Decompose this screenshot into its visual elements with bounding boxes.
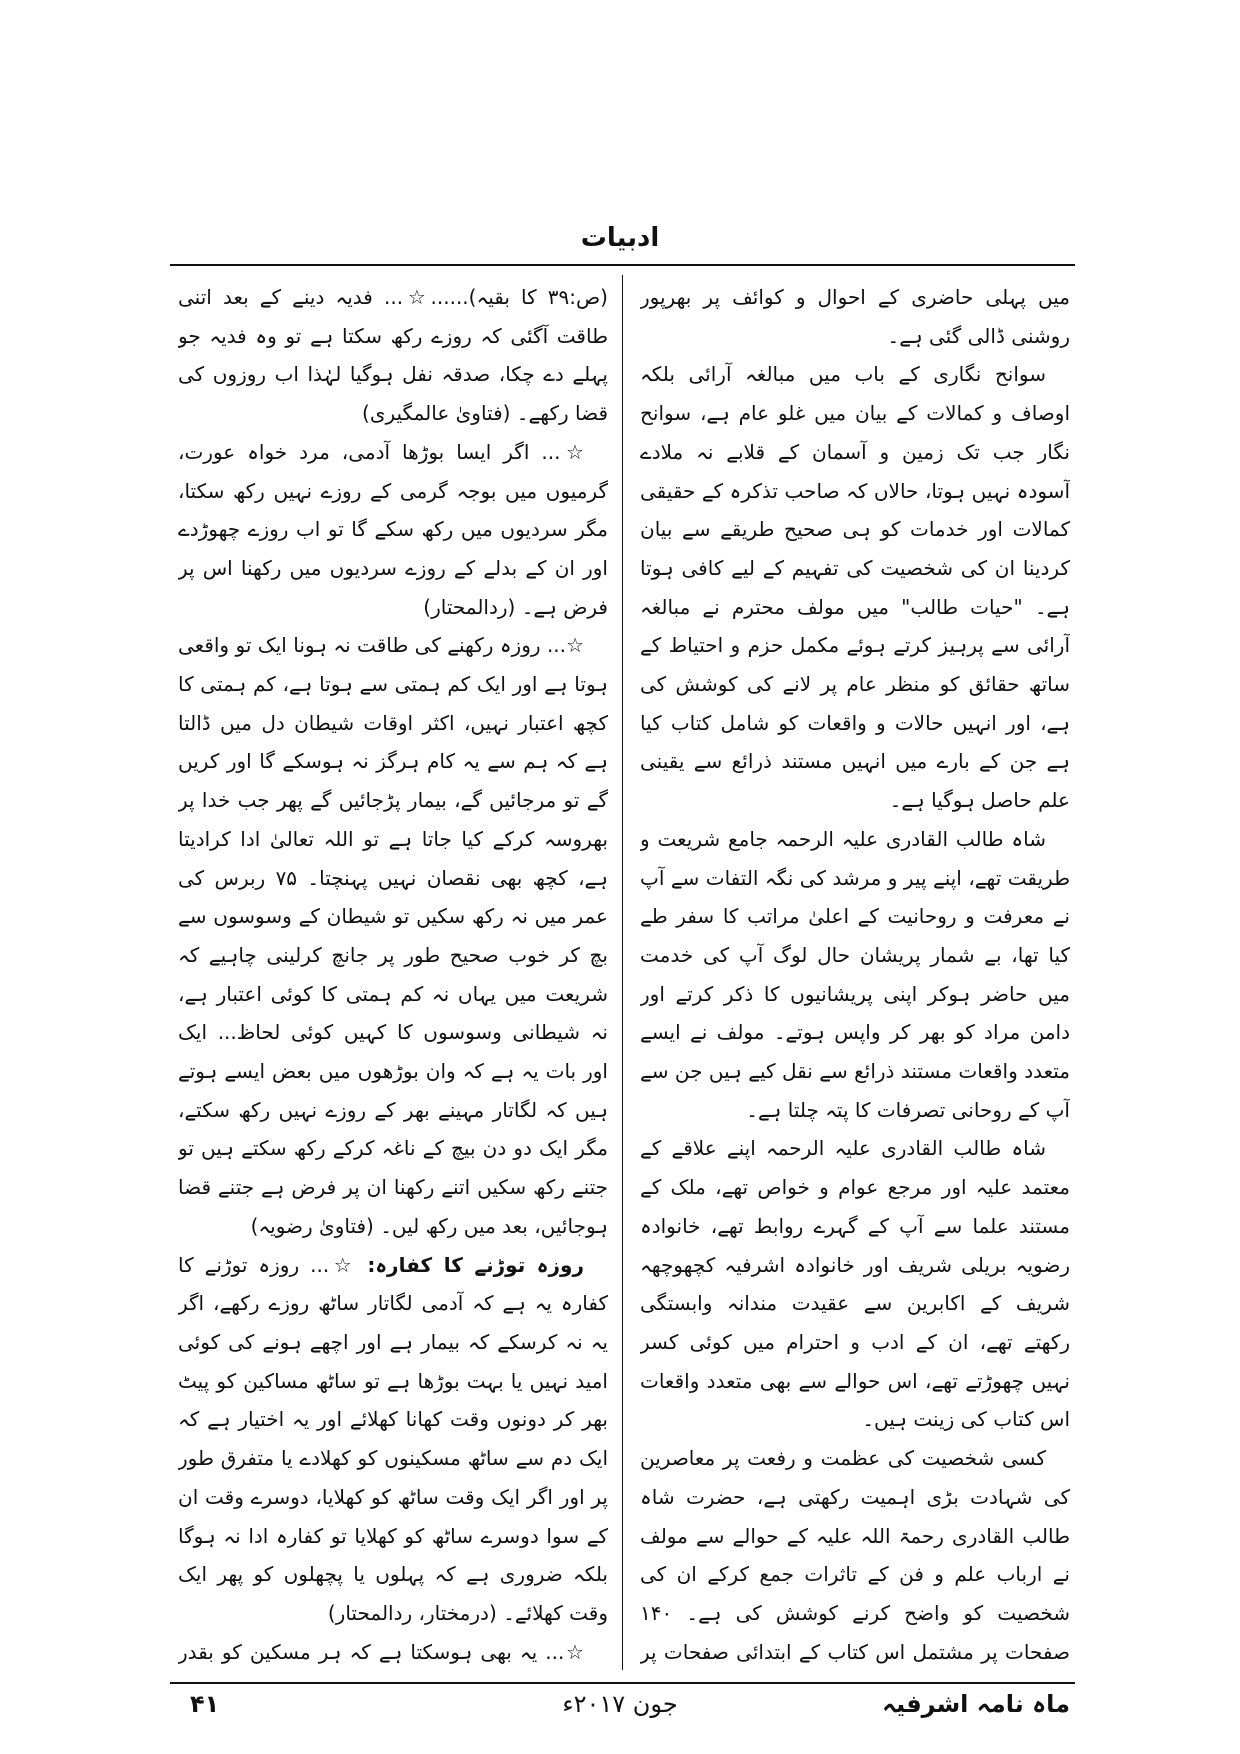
article-paragraph: ☆... روزہ رکھنے کی طاقت نہ ہونا ایک تو واقعی ہوتا ہے اور ایک کم ہمتی سے ہوتا ہے، کم ہمتی کا کچھ اعتبار نہیں، اکثر اوقات شیطان دل میں ڈالتا ہے کہ ہم سے یہ کام ہرگز نہ ہوسکے گا اور کریں گے تو مرجائیں گے، بیمار پڑجائیں گے پھر جب خدا پر بھروسہ کرکے کیا جاتا ہے تو اللہ تعالیٰ ادا کرادیتا ہے، کچھ بھی نقصان نہیں پہنچتا۔ ۷۵ ربرس کی عمر میں نہ رکھ سکیں تو شیطان کے وسوسوں سے بچ کر خوب صحیح طور پر جانچ کرلینی چاہیے کہ شریعت میں یہاں نہ کم ہمتی کا کوئی اعتبار ہے، نہ شیطانی وسوسوں کا کہیں کوئی لحاظ... ایک اور بات یہ ہے کہ وان بوڑھوں میں بعض ایسے ہوتے ہیں کہ لگاتار مہینے بھر کے روزے نہیں رکھ سکتے، مگر ایک دو دن بیچ کے ناغہ کرکے رکھ سکتے ہیں تو جتنے رکھ سکیں اتنے رکھنا ان پر فرض ہے جتنے قضا ہوجائیں، بعد میں رکھ لیں۔ (فتاویٰ رضویہ) <box>178 633 608 1238</box>
article-paragraph: کسی شخصیت کی عظمت و رفعت پر معاصرین کی شہادت بڑی اہمیت رکھتی ہے، حضرت شاہ طالب القادری رحمۃ اللہ علیہ کے حوالے سے مولف نے ارباب علم و فن کے تاثرات جمع کرکے ان کی شخصیت کو واضح کرنے کوشش کی ہے۔ ۱۴۰ صفحات پر مشتمل اس کتاب کے ابتدائی صفحات پر <box>640 1446 1070 1664</box>
article-paragraph: سوانح نگاری کے باب میں مبالغہ آرائی بلکہ اوصاف و کمالات کے بیان میں غلو عام ہے، سوانح نگار جب تک زمین و آسمان کے قلابے نہ ملادے آسودہ نہیں ہوتا، حالاں کہ صاحب تذکرہ کے حقیقی کمالات اور خدمات کو ہی صحیح طریقے سے بیان کردینا ان کی شخصیت کی تفہیم کے لیے کافی ہوتا ہے۔ "حیات طالب" میں مولف محترم نے مبالغہ آرائی سے پرہیز کرتے ہوئے مکمل حزم و احتیاط کے ساتھ حقائق کو منظر عام پر لانے کی کوشش کی ہے، اور انہیں حالات و واقعات کو شامل کتاب کیا ہے جن کے بارے میں انہیں مستند ذرائع سے یقینی علم حاصل ہوگیا ہے۔ <box>640 362 1070 813</box>
article-paragraph: (ص:۳۹ کا بقیہ)......☆... فدیہ دینے کے بعد اتنی طاقت آگئی کہ روزے رکھ سکتا ہے تو وہ فدیہ جو پہلے دے چکا، صدقہ نفل ہوگیا لہٰذا اب روزوں کی قضا رکھے۔ (فتاویٰ عالمگیری) <box>178 285 608 426</box>
article-paragraph-with-heading <box>178 1246 608 1633</box>
column-divider <box>622 275 623 1670</box>
article-paragraph: شاہ طالب القادری علیہ الرحمہ جامع شریعت و طریقت تھے، اپنے پیر و مرشد کی نگہ التفات سے آپ نے معرفت و روحانیت کے اعلیٰ مراتب کا سفر طے کیا تھا، بے شمار پریشان حال لوگ آپ کی خدمت میں حاضر ہوکر اپنی پریشانیوں کا ذکر کرتے اور دامن مراد کو بھر کر واپس ہوتے۔ مولف نے ایسے متعدد واقعات مستند ذرائع سے نقل کیے ہیں جن سے آپ کے روحانی تصرفات کا پتہ چلتا ہے۔ <box>640 826 1070 1122</box>
article-paragraph: میں پہلی حاضری کے احوال و کوائف پر بھرپور روشنی ڈالی گئی ہے۔ <box>640 285 1070 348</box>
article-paragraph: شاہ طالب القادری علیہ الرحمہ اپنے علاقے کے معتمد علیہ اور مرجع عوام و خواص تھے، ملک کے مستند علما سے آپ کے گہرے روابط تھے، خانوادہ رضویہ بریلی شریف اور خانوادہ اشرفیہ کچھوچھہ شریف کے اکابرین سے عقیدت مندانہ وابستگی رکھتے تھے، ان کے ادب و احترام میں کوئی کسر نہیں چھوڑتے تھے، اس حوالے سے بھی متعدد واقعات اس کتاب کی زینت ہیں۔ <box>640 1136 1070 1432</box>
inline-heading: روزہ توڑنے کا کفارہ: <box>367 1252 584 1277</box>
article-paragraph: ☆... یہ بھی ہوسکتا ہے کہ ہر مسکین کو بقدر <box>178 1639 584 1664</box>
page-section-title: ادبیات <box>580 223 660 253</box>
right-column <box>640 278 1070 1673</box>
paragraph-text: ☆... روزہ توڑنے کا کفارہ یہ ہے کہ آدمی لگاتار ساٹھ روزے رکھے، اگر یہ نہ کرسکے کہ بیمار ہے اور اچھے ہونے کی کوئی امید نہیں یا بہت بوڑھا ہے تو ساٹھ مساکین کو پیٹ بھر کر دونوں وقت کھانا کھلائے اور یہ اختیار ہے کہ ایک دم سے ساٹھ مسکینوں کو کھلادے یا متفرق طور پر اور اگر ایک وقت ساٹھ کو کھلایا، دوسرے وقت ان کے سوا دوسرے ساٹھ کو کھلایا تو کفارہ ادا نہ ہوگا بلکہ ضروری ہے کہ پہلوں یا پچھلوں کو پھر ایک وقت کھلائے۔ (درمختار، ردالمحتار) <box>178 1252 608 1625</box>
footer-rule <box>170 1682 1075 1684</box>
left-column <box>178 278 608 1673</box>
issue-date: جون ۲۰۱۷ء <box>562 1690 678 1718</box>
page-number: ۴۱ <box>190 1690 220 1718</box>
magazine-name: ماہ نامہ اشرفیہ <box>882 1690 1070 1718</box>
article-paragraph: ☆... اگر ایسا بوڑھا آدمی، مرد خواہ عورت، گرمیوں میں بوجہ گرمی کے روزے نہیں رکھ سکتا، مگر سردیوں میں رکھ سکے گا تو اب روزے چھوڑدے اور ان کے بدلے کے روزے سردیوں میں رکھنا اس پر فرض ہے۔ (ردالمحتار) <box>178 439 608 619</box>
header-rule <box>170 264 1075 266</box>
